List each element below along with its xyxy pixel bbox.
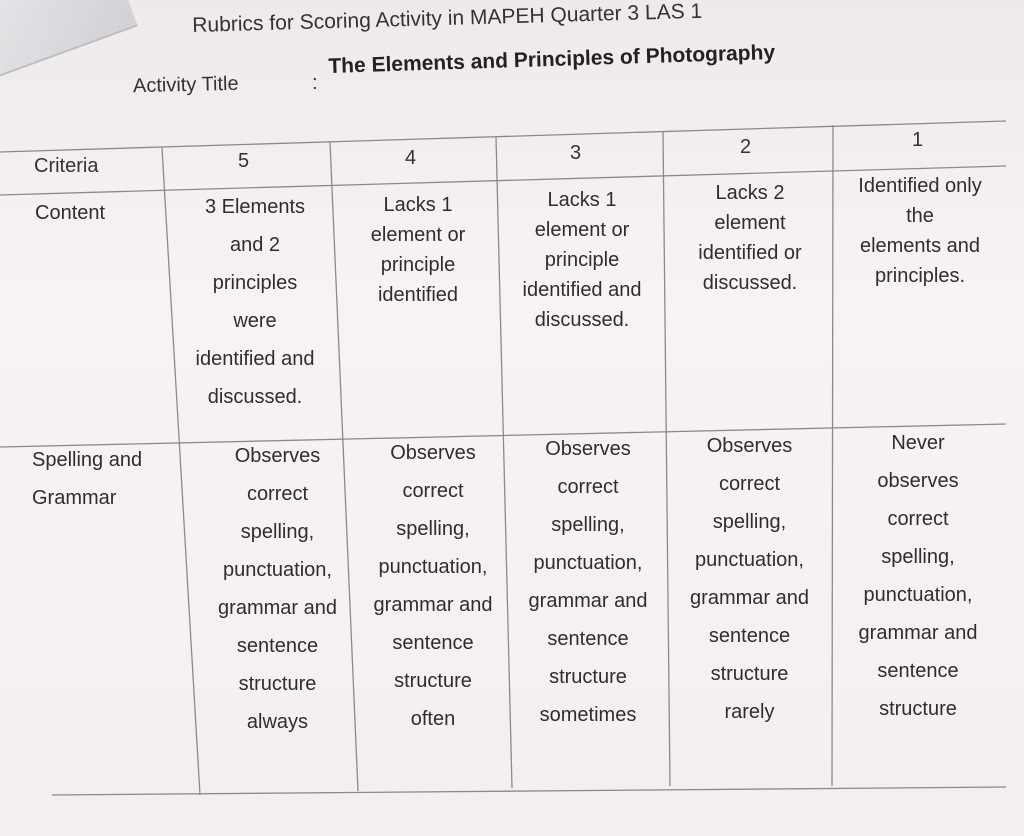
- table-bottom-border: [52, 787, 1006, 795]
- content-score-2: Lacks 2 element identified or discussed.: [698, 182, 802, 294]
- grammar-score-3: Observes correct spelling, punctuation, grammar and sentence structure sometimes: [528, 438, 648, 726]
- criteria-content: Content: [35, 202, 106, 224]
- content-score-5: 3 Elements and 2 principles were identified and discussed.: [195, 196, 315, 408]
- grammar-score-1: Never observes correct spelling, punctuation, grammar and sentence structure: [858, 432, 978, 720]
- grammar-score-4: Observes correct spelling, punctuation, grammar and sentence structure often: [373, 442, 493, 730]
- content-score-4: Lacks 1 element or principle identified: [370, 194, 466, 306]
- header-criteria: Criteria: [34, 155, 99, 177]
- activity-title-label: Activity Title: [132, 72, 239, 98]
- col-line-5: [832, 125, 833, 786]
- header-score-1: 1: [912, 129, 924, 151]
- grammar-score-5: Observes correct spelling, punctuation, grammar and sentence structure always: [218, 445, 337, 733]
- grammar-score-2: Observes correct spelling, punctuation, grammar and sentence structure rarely: [690, 435, 809, 723]
- activity-title-separator: :: [312, 72, 318, 94]
- header-score-2: 2: [740, 136, 752, 158]
- header-score-4: 4: [405, 147, 417, 169]
- criteria-spelling-grammar: Spelling and Grammar: [32, 449, 143, 509]
- activity-title: The Elements and Principles of Photography: [328, 40, 776, 78]
- header-score-3: 3: [570, 142, 582, 164]
- col-line-4: [663, 131, 670, 786]
- content-score-3: Lacks 1 element or principle identified and discussed.: [522, 189, 642, 331]
- content-score-1: Identified only the elements and principles.: [858, 175, 982, 287]
- rubric-title: Rubrics for Scoring Activity in MAPEH Quarter 3 LAS 1: [192, 0, 703, 37]
- table-top-border: [0, 121, 1006, 152]
- header-score-5: 5: [238, 150, 250, 172]
